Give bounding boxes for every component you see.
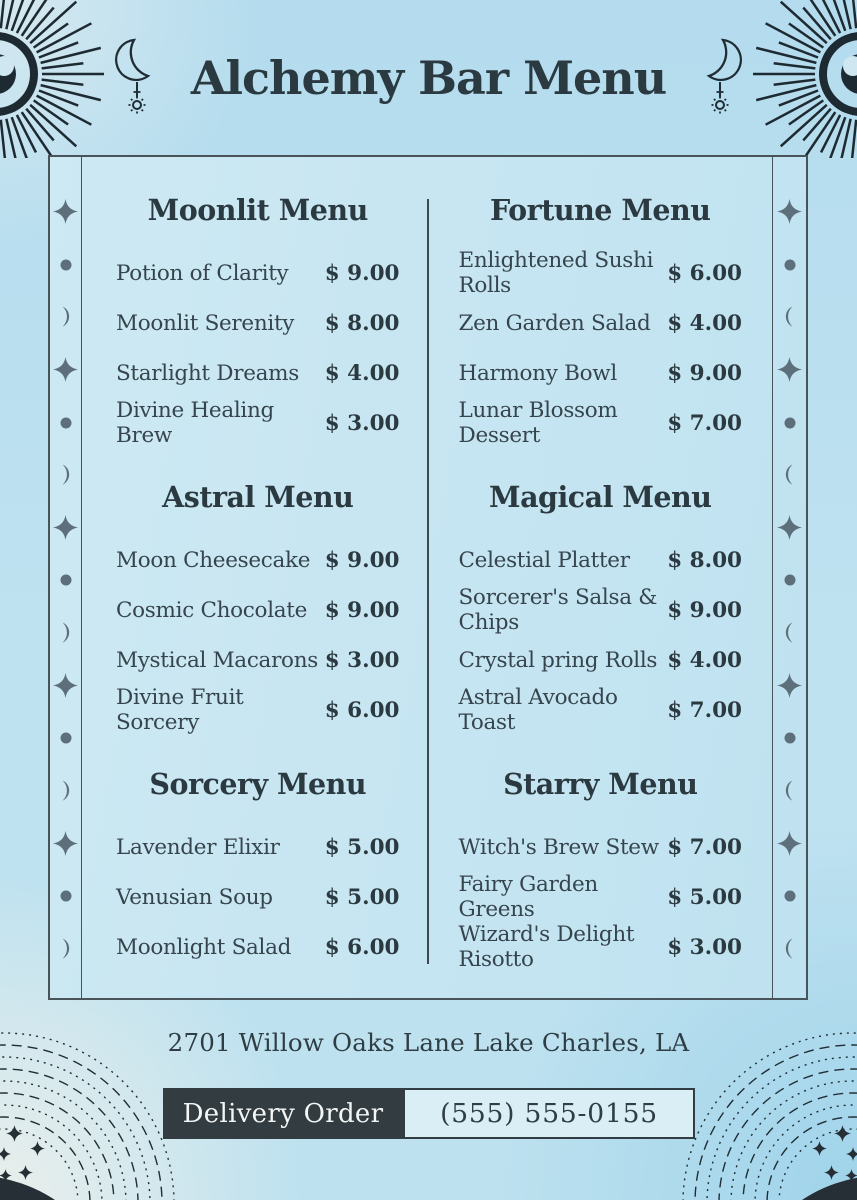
- item-name: Harmony Bowl: [458, 360, 617, 386]
- item-name: Potion of Clarity: [116, 260, 289, 286]
- section-title: Sorcery Menu: [149, 767, 367, 801]
- dot-icon: [54, 884, 78, 908]
- dot-icon: [778, 884, 802, 908]
- dot-icon: [54, 253, 78, 277]
- item-name: Starlight Dreams: [116, 360, 299, 386]
- menu-item: [459, 298, 743, 348]
- menu-item: [116, 298, 400, 348]
- item-name: Divine Fruit Sorcery: [116, 685, 244, 735]
- crescent-icon: [778, 305, 801, 328]
- menu-item: [116, 248, 400, 298]
- item-price: $ 3.00: [324, 647, 400, 673]
- section-title: Fortune Menu: [490, 193, 711, 227]
- item-name: Cosmic Chocolate: [116, 597, 308, 623]
- item-price: $ 7.00: [667, 410, 742, 436]
- delivery-order-button[interactable]: Delivery Order: [163, 1088, 403, 1139]
- item-name: Sorcerer's Salsa & Chips: [458, 585, 658, 635]
- menu-section: [116, 480, 400, 735]
- item-price: $ 8.00: [667, 547, 742, 573]
- dot-icon: [54, 411, 78, 435]
- item-name: Lavender Elixir: [116, 834, 280, 860]
- dot-icon: [778, 568, 802, 592]
- item-name: Celestial Platter: [458, 547, 630, 573]
- sparkle-icon: [53, 357, 78, 382]
- sparkle-icon: [777, 515, 802, 540]
- item-price: $ 9.00: [324, 597, 400, 623]
- menu-item: [459, 398, 743, 448]
- section-title: Starry Menu: [503, 767, 698, 801]
- menu-item: [116, 398, 400, 448]
- menu-section: [459, 480, 743, 735]
- address-text: 2701 Willow Oaks Lane Lake Charles, LA: [167, 1028, 690, 1057]
- sparkle-icon: [777, 357, 802, 382]
- menu-item: [116, 922, 400, 972]
- section-title: Astral Menu: [162, 480, 354, 514]
- right-ornament-strip: [772, 157, 806, 998]
- page-title: Alchemy Bar Menu: [190, 50, 667, 105]
- item-price: $ 5.00: [324, 834, 400, 860]
- item-name: Wizard's Delight Risotto: [458, 922, 635, 972]
- sparkle-icon: [777, 831, 802, 856]
- item-price: $ 6.00: [324, 697, 400, 723]
- menu-section: [459, 193, 743, 448]
- section-title: Moonlit Menu: [147, 193, 368, 227]
- menu-item: [459, 872, 743, 922]
- phone-number-button[interactable]: (555) 555-0155: [403, 1088, 695, 1139]
- menu-item: [116, 822, 400, 872]
- column-divider: [427, 199, 429, 964]
- cta-bar: [163, 1088, 695, 1139]
- item-name: Astral Avocado Toast: [458, 685, 618, 735]
- menu-item: [459, 248, 743, 298]
- item-price: $ 9.00: [667, 360, 742, 386]
- menu-item: [459, 922, 743, 972]
- dot-icon: [54, 726, 78, 750]
- item-price: $ 8.00: [324, 310, 400, 336]
- crescent-icon: [54, 305, 77, 328]
- item-price: $ 9.00: [324, 547, 400, 573]
- item-name: Crystal pring Rolls: [458, 647, 658, 673]
- dot-icon: [778, 253, 802, 277]
- arc-moon-icon: [672, 1025, 857, 1200]
- item-price: $ 7.00: [667, 697, 742, 723]
- item-price: $ 3.00: [667, 934, 742, 960]
- item-name: Lunar Blossom Dessert: [458, 398, 618, 448]
- menu-column-left: [83, 157, 429, 998]
- item-price: $ 3.00: [324, 410, 400, 436]
- crescent-icon: [54, 621, 77, 644]
- menu-panel: [48, 155, 808, 1000]
- menu-item: [459, 348, 743, 398]
- crescent-charm-icon: [107, 35, 155, 117]
- item-price: $ 5.00: [667, 884, 742, 910]
- menu-section: [116, 767, 400, 972]
- sparkle-icon: [777, 673, 802, 698]
- item-name: Divine Healing Brew: [116, 398, 274, 448]
- dot-icon: [778, 411, 802, 435]
- item-price: $ 7.00: [667, 834, 742, 860]
- crescent-icon: [778, 621, 801, 644]
- crescent-icon: [778, 463, 801, 486]
- dot-icon: [54, 568, 78, 592]
- sparkle-icon: [53, 673, 78, 698]
- menu-item: [459, 822, 743, 872]
- item-price: $ 6.00: [667, 260, 742, 286]
- item-price: $ 4.00: [667, 310, 742, 336]
- item-price: $ 4.00: [667, 647, 742, 673]
- crescent-icon: [778, 779, 801, 802]
- item-name: Venusian Soup: [116, 884, 273, 910]
- item-price: $ 4.00: [324, 360, 400, 386]
- menu-item: [116, 348, 400, 398]
- sparkle-icon: [53, 199, 78, 224]
- item-name: Enlightened Sushi Rolls: [458, 248, 654, 298]
- menu-item: [459, 535, 743, 585]
- section-title: Magical Menu: [489, 480, 712, 514]
- item-name: Fairy Garden Greens: [458, 872, 598, 922]
- crescent-icon: [54, 463, 77, 486]
- menu-item: [116, 685, 400, 735]
- menu-item: [459, 635, 743, 685]
- crescent-charm-icon: [702, 35, 750, 117]
- menu-section: [459, 767, 743, 972]
- crescent-icon: [54, 937, 77, 960]
- item-name: Witch's Brew Stew: [458, 834, 659, 860]
- sparkle-icon: [53, 831, 78, 856]
- crescent-icon: [778, 937, 801, 960]
- left-ornament-strip: [50, 157, 82, 998]
- sparkle-icon: [777, 199, 802, 224]
- item-name: Zen Garden Salad: [458, 310, 651, 336]
- menu-item: [116, 872, 400, 922]
- menu-item: [116, 535, 400, 585]
- crescent-icon: [54, 779, 77, 802]
- item-name: Moon Cheesecake: [116, 547, 311, 573]
- menu-item: [459, 585, 743, 635]
- item-price: $ 5.00: [324, 884, 400, 910]
- item-name: Moonlit Serenity: [116, 310, 295, 336]
- menu-item: [459, 685, 743, 735]
- item-name: Moonlight Salad: [116, 934, 292, 960]
- item-price: $ 6.00: [324, 934, 400, 960]
- dot-icon: [778, 726, 802, 750]
- header: [0, 0, 857, 155]
- item-price: $ 9.00: [324, 260, 400, 286]
- menu-item: [116, 635, 400, 685]
- arc-moon-icon: [0, 1025, 185, 1200]
- menu-item: [116, 585, 400, 635]
- menu-column-right: [429, 157, 772, 998]
- sparkle-icon: [53, 515, 78, 540]
- menu-section: [116, 193, 400, 448]
- item-name: Mystical Macarons: [116, 647, 318, 673]
- item-price: $ 9.00: [667, 597, 742, 623]
